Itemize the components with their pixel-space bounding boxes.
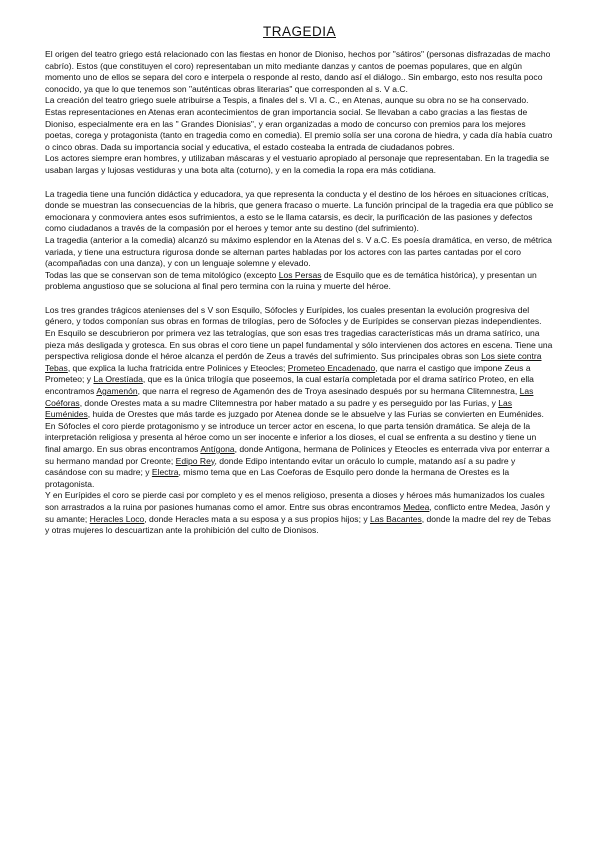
- document-title: TRAGEDIA: [262, 24, 336, 39]
- paragraph: [45, 328, 554, 421]
- paragraph-text: En Esquilo se descubrieron por primera vez las tetralogías, que son esas tres tragedias características más un drama satírico, una pieza más desligada y grotesca. En sus obras el coro tiene un papel fundamental y sólo intervienen dos actores en escena. Tiene una perspectiva religiosa donde el héroe alcanza el perdón de Zeus a través del sufrimiento. Sus principales obras son: [45, 328, 553, 362]
- work-title: Prometeo Encadenado: [287, 362, 376, 373]
- work-title: Las Euménides: [45, 397, 513, 420]
- paragraph-text: , donde Edipo intentando evitar un oráculo lo cumple, matando así a su padre y casándose con su madre; y: [45, 455, 516, 478]
- work-title: Antígona: [200, 444, 235, 454]
- paragraph-text: , donde Heracles mata a su esposa y a sus propios hijos; y: [144, 513, 370, 524]
- paragraph-text: , que es la única trilogía que poseemos, la cual estaría completada por el drama satírico Proteo, en ella encontramos: [45, 374, 534, 397]
- paragraph-gap: [45, 293, 554, 305]
- work-title: Electra: [151, 467, 179, 478]
- paragraph-text: Los tres grandes trágicos atenienses del s V son Esquilo, Sófocles y Eurípides, los cuales presentan la evolución progresiva del género, y todos componían sus obras en formas de trilogías, pero de Sófocles y de Eurípides se conservan piezas independientes.: [45, 304, 542, 327]
- paragraph-text: de Esquilo que es de temática histórica), y presentan un problema angustioso que se soluciona al final pero termina con la ruina y muerte del héroe.: [45, 269, 537, 292]
- paragraph-text: , donde la madre del rey de Tebas y otras mujeres lo descuartizan ante la prohibición del culto de Dionisos.: [45, 513, 551, 536]
- paragraph-text: La tragedia tiene una función didáctica y educadora, ya que representa la conducta y el destino de los héroes en situaciones críticas, donde se muestran las consecuencias de la hibris, que genera fracaso o muerte. La función principal de la tragedia era que público se emocionara y conmoviera antes esos sufrimientos, a esto se le llama catarsis, es decir, la purificación de las pasiones y defectos como ciudadanos a través de la compasión por el heroes y temor ante su destino (del sufrimiento).: [45, 188, 554, 234]
- paragraph: [45, 305, 554, 328]
- paragraph: [45, 421, 554, 491]
- paragraph-text: , mismo tema que en Las Coeforas de Esquilo pero donde la hermana de Orestes es la protagonista.: [45, 467, 510, 489]
- paragraph-text: En Sófocles el coro pierde protagonismo y se introduce un tercer actor en escena, lo que parta tensión dramática. Se aleja de la interpretación religiosa y presenta al héroe como un ser inocente e inferior a los dioses, el cual se enfrenta a su destino y tiene un final amargo. En sus obras encontramos: [45, 420, 537, 454]
- work-title: La Orestíada: [93, 374, 143, 385]
- paragraph-text: , que explica la lucha fratricida entre Polinices y Eteocles;: [67, 362, 288, 373]
- paragraph-gap: [45, 177, 554, 189]
- paragraph: [45, 153, 554, 176]
- paragraph-text: Los actores siempre eran hombres, y utilizaban máscaras y el vestuario apropiado al personaje que representaban. En la tragedia se usaban largas y lujosas vestiduras y una bota alta (coturno), y en la comedia la ropa era más cotidiana.: [45, 153, 550, 175]
- paragraph: [45, 95, 554, 107]
- work-title: Edipo Rey: [175, 455, 215, 466]
- paragraph-text: , huida de Orestes que más tarde es juzgado por Atenea donde se le absuelve y las Furias se convierten en Euménides.: [87, 409, 544, 420]
- paragraph-text: , donde Antigona, hermana de Polinices y Eteocles es enterrada viva por enterrar a su hermano mandad por Creonte;: [45, 444, 550, 466]
- work-title: Medea: [403, 501, 430, 512]
- paragraph-text: , que narra el castigo que impone Zeus a Prometeo; y: [45, 362, 531, 385]
- work-title: Los siete contra Tebas: [45, 351, 542, 373]
- paragraph: [45, 270, 554, 293]
- paragraph: [45, 235, 554, 270]
- work-title: Las Coéforas: [45, 386, 534, 408]
- paragraph-text: , que narra el regreso de Agamenón des de Troya asesinado después por su hermana Clitemnestra,: [137, 386, 520, 397]
- work-title: Las Bacantes: [369, 513, 422, 524]
- paragraph-text: Y en Eurípides el coro se pierde casi por completo y es el menos religioso, presenta a dioses y héroes más humanizados los cuales son arrastrados a la ruina por pasiones humanas como el amor. Entre sus obras encontramos: [45, 490, 545, 512]
- paragraph-text: , donde Orestes mata a su madre Clitemnestra por haber matado a su padre y es perseguido por las Furias, y: [79, 397, 499, 408]
- paragraph: [45, 49, 554, 95]
- paragraph: [45, 490, 554, 536]
- work-title: Los Persas: [278, 269, 322, 280]
- paragraph-text: La tragedia (anterior a la comedia) alcanzó su máximo esplendor en la Atenas del s. V a.C. Es poesía dramática, en verso, de métrica variada, y tiene una estructura rigurosa donde se alternan partes habladas por los actores con las partes cantadas por el coro (acompañadas con una danza), y con un lenguaje solemne y elevado.: [45, 234, 552, 269]
- document-body: [45, 49, 554, 537]
- work-title: Heracles Loco: [89, 513, 145, 524]
- paragraph: [45, 107, 554, 153]
- paragraph-text: , conflicto entre Medea, Jasón y su amante;: [45, 501, 551, 524]
- paragraph-text: Todas las que se conservan son de tema mitológico (excepto: [45, 269, 279, 280]
- paragraph-text: Estas representaciones en Atenas eran acontecimientos de gran importancia social. Se llevaban a cabo gracias a las fiestas de Dioniso, especialmente era en las " Grandes Dionisias", y eran organizadas a modo de concurso con premios para los mejores poetas, corega y protagonista (tanto en tragedia como en comedia). El premio solía ser una corona de hiedra, y cada día había cuatro o cinco obras. Dada su importancia social y educativa, el estado costeaba la entrada de ciudadanos pobres.: [45, 106, 553, 152]
- work-title: Agamenón: [96, 386, 138, 397]
- paragraph-text: La creación del teatro griego suele atribuirse a Tespis, a finales del s. VI a. C., en Atenas, aunque su obra no se ha conservado.: [45, 95, 529, 106]
- paragraph-text: El origen del teatro griego está relacionado con las fiestas en honor de Dioniso, hechos por "sátiros" (personas disfrazadas de macho cabrío). Estos (que constituyen el coro) representaban un mito mediante danzas y cantos de poemas populares, que en algún momento uno de ellos se separa del coro e interpela o responde al resto, dando así el diálogo.. Sin embargo, esto nos resulta poco conocido, ya que lo que tenemos son "auténticas obras literarias" que corresponden al s. V a.C.: [45, 49, 551, 94]
- paragraph: [45, 189, 554, 235]
